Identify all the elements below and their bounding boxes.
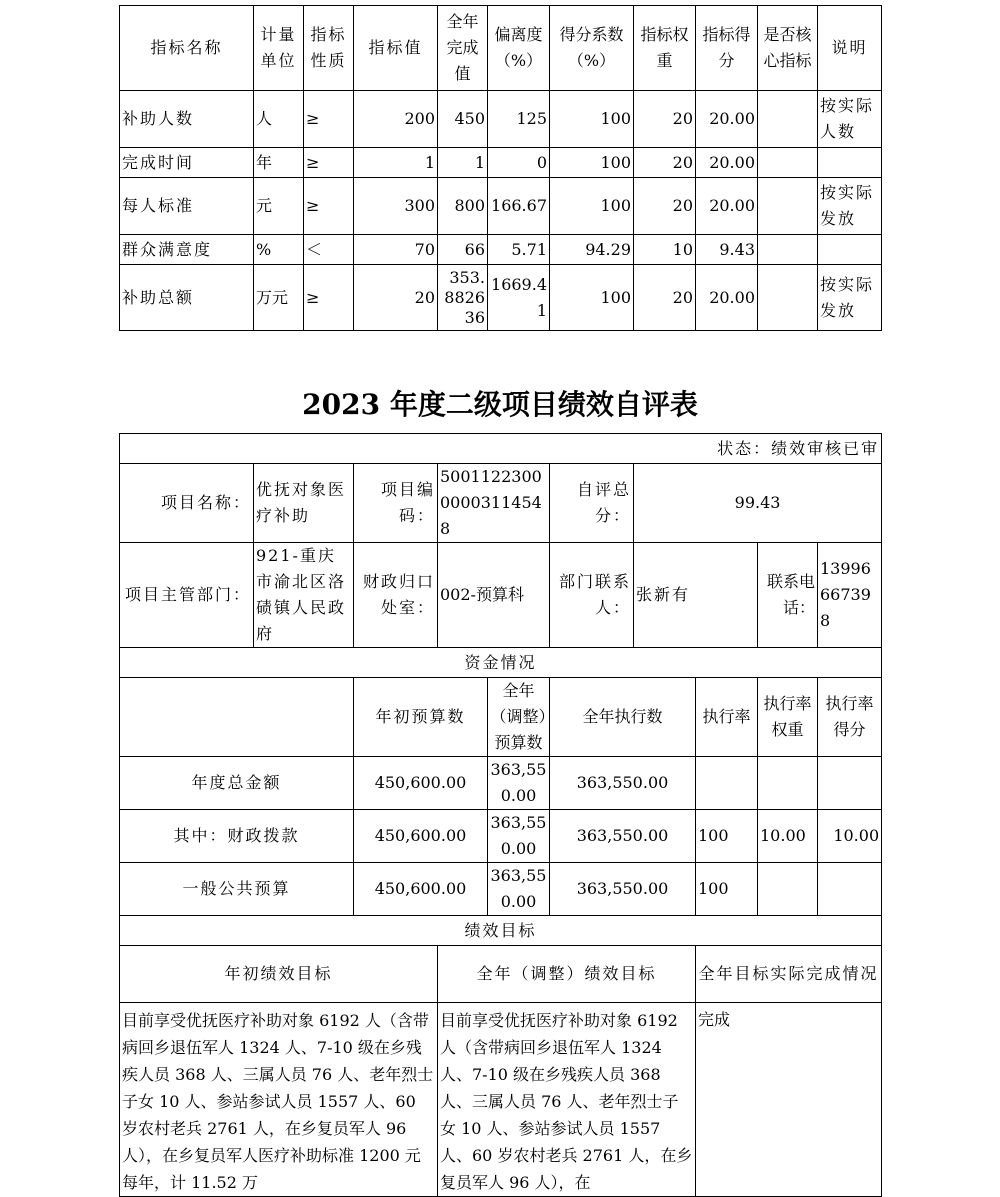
- indicator-core: [758, 235, 818, 265]
- page-title: 2023 年度二级项目绩效自评表: [302, 388, 698, 421]
- funds-header-score: 执行率得分: [818, 678, 882, 757]
- table-row: [120, 91, 882, 148]
- funds-header-blank: [120, 678, 354, 757]
- indicator-note: 按实际发放: [818, 178, 882, 235]
- indicator-name: 补助人数: [120, 91, 254, 148]
- goals-content-row: [120, 1003, 882, 1197]
- indicator-weight: 10: [634, 235, 696, 265]
- project-name-label: 项目名称：: [120, 464, 254, 543]
- indicator-header-row: [120, 6, 882, 91]
- indicator-nature: ＜: [304, 235, 354, 265]
- funds-row-adjusted: 363,550.00: [488, 757, 550, 810]
- table-row: [120, 757, 882, 810]
- funds-header-row: [120, 678, 882, 757]
- funds-row-initial: 450,600.00: [354, 863, 488, 916]
- indicator-core: [758, 91, 818, 148]
- indicator-score: 9.43: [696, 235, 758, 265]
- funds-title-row: [120, 648, 882, 678]
- indicator-unit: 年: [254, 148, 304, 178]
- indicator-done: 353.882636: [438, 265, 488, 331]
- dept-label: 项目主管部门：: [120, 543, 254, 648]
- header-unit: 计量单位: [254, 6, 304, 91]
- indicator-table: [119, 5, 882, 331]
- indicator-score: 20.00: [696, 91, 758, 148]
- project-info-row: [120, 464, 882, 543]
- funds-header-rate: 执行率: [696, 678, 758, 757]
- indicator-deviation: 125: [488, 91, 550, 148]
- indicator-coef: 100: [550, 178, 634, 235]
- indicator-name: 补助总额: [120, 265, 254, 331]
- indicator-done: 1: [438, 148, 488, 178]
- funds-row-adjusted: 363,550.00: [488, 863, 550, 916]
- indicator-done: 800: [438, 178, 488, 235]
- project-name: 优抚对象医疗补助: [254, 464, 354, 543]
- table-row: [120, 235, 882, 265]
- indicator-deviation: 0: [488, 148, 550, 178]
- indicator-deviation: 5.71: [488, 235, 550, 265]
- indicator-unit: 万元: [254, 265, 304, 331]
- table-row: [120, 265, 882, 331]
- contact-label: 部门联系人：: [550, 543, 634, 648]
- goals-header-row: [120, 946, 882, 1003]
- funds-row-label: 年度总金额: [120, 757, 354, 810]
- indicator-unit: %: [254, 235, 304, 265]
- indicator-score: 20.00: [696, 265, 758, 331]
- goals-header-initial: 年初绩效目标: [120, 946, 438, 1003]
- project-code-label: 项目编码：: [354, 464, 438, 543]
- indicator-weight: 20: [634, 178, 696, 235]
- funds-row-weight: [758, 757, 818, 810]
- header-score: 指标得分: [696, 6, 758, 91]
- total-score-label: 自评总分：: [550, 464, 634, 543]
- indicator-name: 完成时间: [120, 148, 254, 178]
- funds-row-score: [818, 863, 882, 916]
- indicator-value: 200: [354, 91, 438, 148]
- header-coef: 得分系数（%）: [550, 6, 634, 91]
- funds-header-weight: 执行率权重: [758, 678, 818, 757]
- indicator-coef: 100: [550, 265, 634, 331]
- funds-row-label: 其中：财政拨款: [120, 810, 354, 863]
- goals-header-adjusted: 全年（调整）绩效目标: [438, 946, 696, 1003]
- goals-title-row: [120, 916, 882, 946]
- indicator-score: 20.00: [696, 148, 758, 178]
- funds-row-initial: 450,600.00: [354, 810, 488, 863]
- indicator-nature: ≥: [304, 178, 354, 235]
- indicator-note: 按实际人数: [818, 91, 882, 148]
- goal-actual-text: 完成: [696, 1003, 882, 1197]
- indicator-coef: 100: [550, 148, 634, 178]
- header-core: 是否核心指标: [758, 6, 818, 91]
- indicator-deviation: 166.67: [488, 178, 550, 235]
- funds-row-score: 10.00: [818, 810, 882, 863]
- funds-row-label: 一般公共预算: [120, 863, 354, 916]
- indicator-core: [758, 148, 818, 178]
- status-row: [120, 434, 882, 464]
- funds-row-executed: 363,550.00: [550, 810, 696, 863]
- funds-title: 资金情况: [120, 648, 882, 678]
- indicator-done: 450: [438, 91, 488, 148]
- project-code: 500112230000003114548: [438, 464, 550, 543]
- header-value: 指标值: [354, 6, 438, 91]
- funds-row-rate: [696, 757, 758, 810]
- header-weight: 指标权重: [634, 6, 696, 91]
- finance: 002-预算科: [438, 543, 550, 648]
- dept: 921-重庆市渝北区洛碛镇人民政府: [254, 543, 354, 648]
- finance-label: 财政归口处室：: [354, 543, 438, 648]
- indicator-note: [818, 235, 882, 265]
- header-done: 全年完成值: [438, 6, 488, 91]
- indicator-unit: 人: [254, 91, 304, 148]
- funds-header-adjusted: 全年（调整）预算数: [488, 678, 550, 757]
- indicator-coef: 94.29: [550, 235, 634, 265]
- goals-header-actual: 全年目标实际完成情况: [696, 946, 882, 1003]
- funds-row-initial: 450,600.00: [354, 757, 488, 810]
- contact: 张新有: [634, 543, 758, 648]
- indicator-weight: 20: [634, 91, 696, 148]
- indicator-score: 20.00: [696, 178, 758, 235]
- indicator-deviation: 1669.41: [488, 265, 550, 331]
- funds-row-score: [818, 757, 882, 810]
- indicator-core: [758, 178, 818, 235]
- funds-row-executed: 363,550.00: [550, 863, 696, 916]
- total-score: 99.43: [634, 464, 882, 543]
- indicator-nature: ≥: [304, 265, 354, 331]
- funds-row-weight: [758, 863, 818, 916]
- table-row: [120, 178, 882, 235]
- funds-row-rate: 100: [696, 863, 758, 916]
- table-row: [120, 863, 882, 916]
- indicator-value: 70: [354, 235, 438, 265]
- funds-row-weight: 10.00: [758, 810, 818, 863]
- indicator-done: 66: [438, 235, 488, 265]
- indicator-note: 按实际发放: [818, 265, 882, 331]
- funds-row-executed: 363,550.00: [550, 757, 696, 810]
- indicator-value: 1: [354, 148, 438, 178]
- goal-adjusted-text: 目前享受优抚医疗补助对象 6192 人（含带病回乡退伍军人 1324 人、7-10 级在乡残疾人员 368 人、三属人员 76 人、老年烈士子女 10 人、参站参试人员 1557 人、60 岁农村老兵 2761 人，在乡复员军人 96 人），在: [438, 1003, 696, 1197]
- indicator-name: 每人标准: [120, 178, 254, 235]
- indicator-value: 20: [354, 265, 438, 331]
- indicator-weight: 20: [634, 265, 696, 331]
- funds-row-adjusted: 363,550.00: [488, 810, 550, 863]
- header-deviation: 偏离度（%）: [488, 6, 550, 91]
- indicator-weight: 20: [634, 148, 696, 178]
- table-row: [120, 148, 882, 178]
- funds-header-executed: 全年执行数: [550, 678, 696, 757]
- indicator-value: 300: [354, 178, 438, 235]
- self-evaluation-table: [119, 433, 882, 1197]
- header-nature: 指标性质: [304, 6, 354, 91]
- phone-label: 联系电话：: [758, 543, 818, 648]
- status-badge: 状态：绩效审核已审: [120, 434, 882, 464]
- header-indicator-name: 指标名称: [120, 6, 254, 91]
- indicator-note: [818, 148, 882, 178]
- phone: 13996667398: [818, 543, 882, 648]
- funds-header-initial: 年初预算数: [354, 678, 488, 757]
- goal-initial-text: 目前享受优抚医疗补助对象 6192 人（含带病回乡退伍军人 1324 人、7-10 级在乡残疾人员 368 人、三属人员 76 人、老年烈士子女 10 人、参站参试人员 1557 人、60 岁农村老兵 2761 人，在乡复员军人 96 人），在乡复员军人医疗补助标准 1200 元每年，计 11.52 万: [120, 1003, 438, 1197]
- indicator-core: [758, 265, 818, 331]
- table-row: [120, 810, 882, 863]
- funds-row-rate: 100: [696, 810, 758, 863]
- goals-title: 绩效目标: [120, 916, 882, 946]
- indicator-nature: ≥: [304, 148, 354, 178]
- dept-info-row: [120, 543, 882, 648]
- indicator-unit: 元: [254, 178, 304, 235]
- indicator-name: 群众满意度: [120, 235, 254, 265]
- header-note: 说明: [818, 6, 882, 91]
- indicator-nature: ≥: [304, 91, 354, 148]
- indicator-coef: 100: [550, 91, 634, 148]
